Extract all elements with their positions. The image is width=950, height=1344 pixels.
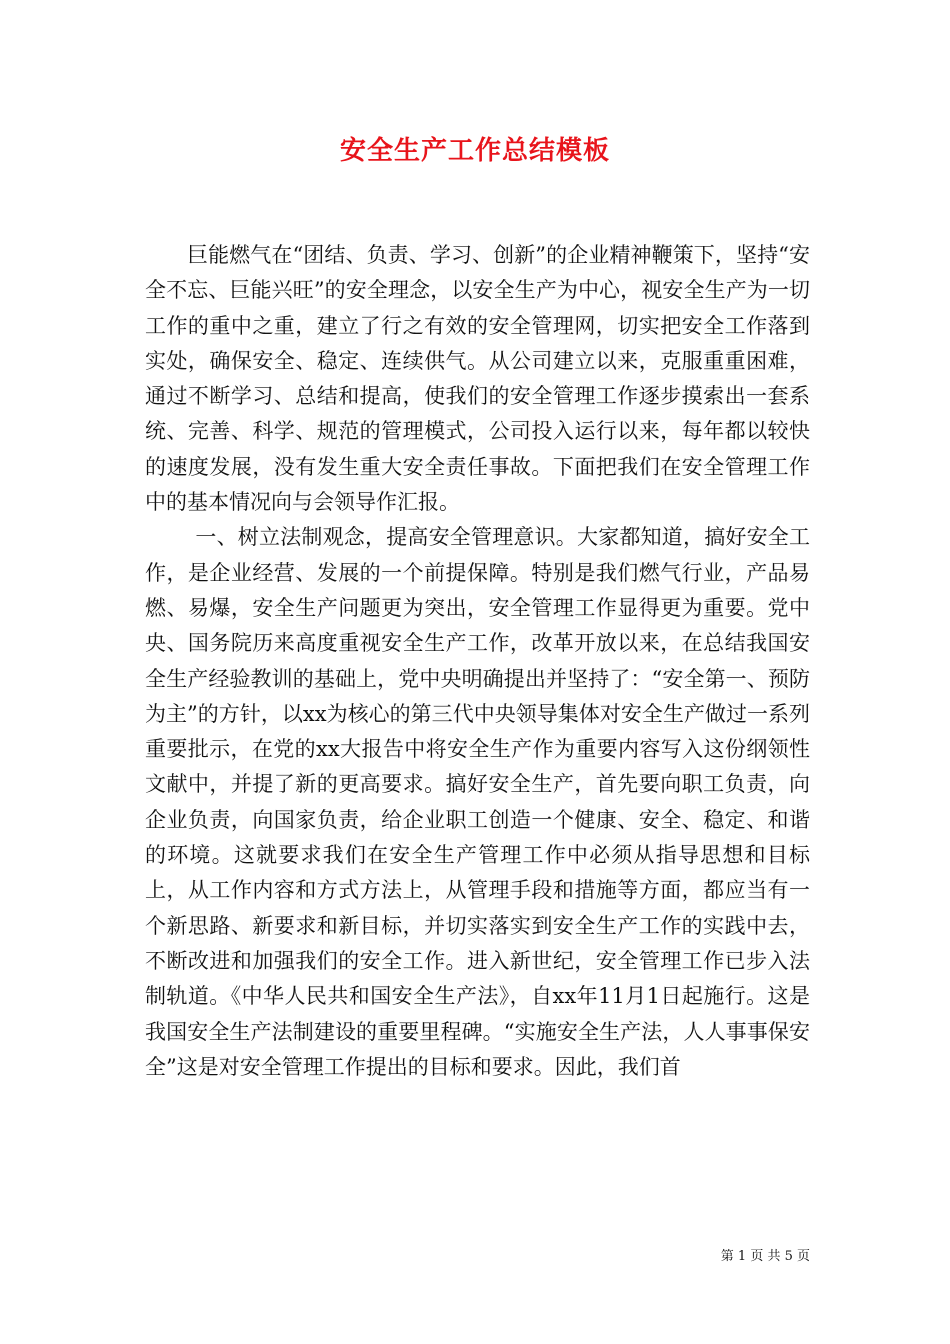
document-body [145,238,810,1085]
page-number: 第 1 页 共 5 页 [720,1249,810,1264]
paragraph-section-1: 一、树立法制观念，提高安全管理意识。大家都知道，搞好安全工作，是企业经营、发展的一个前提保障。特别是我们燃气行业，产品易燃、易爆，安全生产问题更为突出，安全管理工作显得更为重要。党中央、国务院历来高度重视安全生产工作，改革开放以来，在总结我国安全生产经验教训的基础上，党中央明确提出并坚持了：“安全第一、预防为主”的方针，以xx为核心的第三代中央领导集体对安全生产做过一系列重要批示，在党的xx大报告中将安全生产作为重要内容写入这份纲领性文献中，并提了新的更高要求。搞好安全生产，首先要向职工负责，向企业负责，向国家负责，给企业职工创造一个健康、安全、稳定、和谐的环境。这就要求我们在安全生产管理工作中必须从指导思想和目标上，从工作内容和方式方法上，从管理手段和措施等方面，都应当有一个新思路、新要求和新目标，并切实落实到安全生产工作的实践中去，不断改进和加强我们的安全工作。进入新世纪，安全管理工作已步入法制轨道。《中华人民共和国安全生产法》，自xx年11月1日起施行。这是我国安全生产法制建设的重要里程碑。“实施安全生产法，人人事事保安全”这是对安全管理工作提出的目标和要求。因此，我们首 [145,525,810,1079]
paragraph-intro: 巨能燃气在“团结、负责、学习、创新”的企业精神鞭策下，坚持“安全不忘、巨能兴旺”的安全理念，以安全生产为中心，视安全生产为一切工作的重中之重，建立了行之有效的安全管理网，切实把安全工作落到实处，确保安全、稳定、连续供气。从公司建立以来，克服重重困难，通过不断学习、总结和提高，使我们的安全管理工作逐步摸索出一套系统、完善、科学、规范的管理模式，公司投入运行以来，每年都以较快的速度发展，没有发生重大安全责任事故。下面把我们在安全管理工作中的基本情况向与会领导作汇报。 [145,243,810,515]
document-title: 安全生产工作总结模板 [339,136,610,166]
